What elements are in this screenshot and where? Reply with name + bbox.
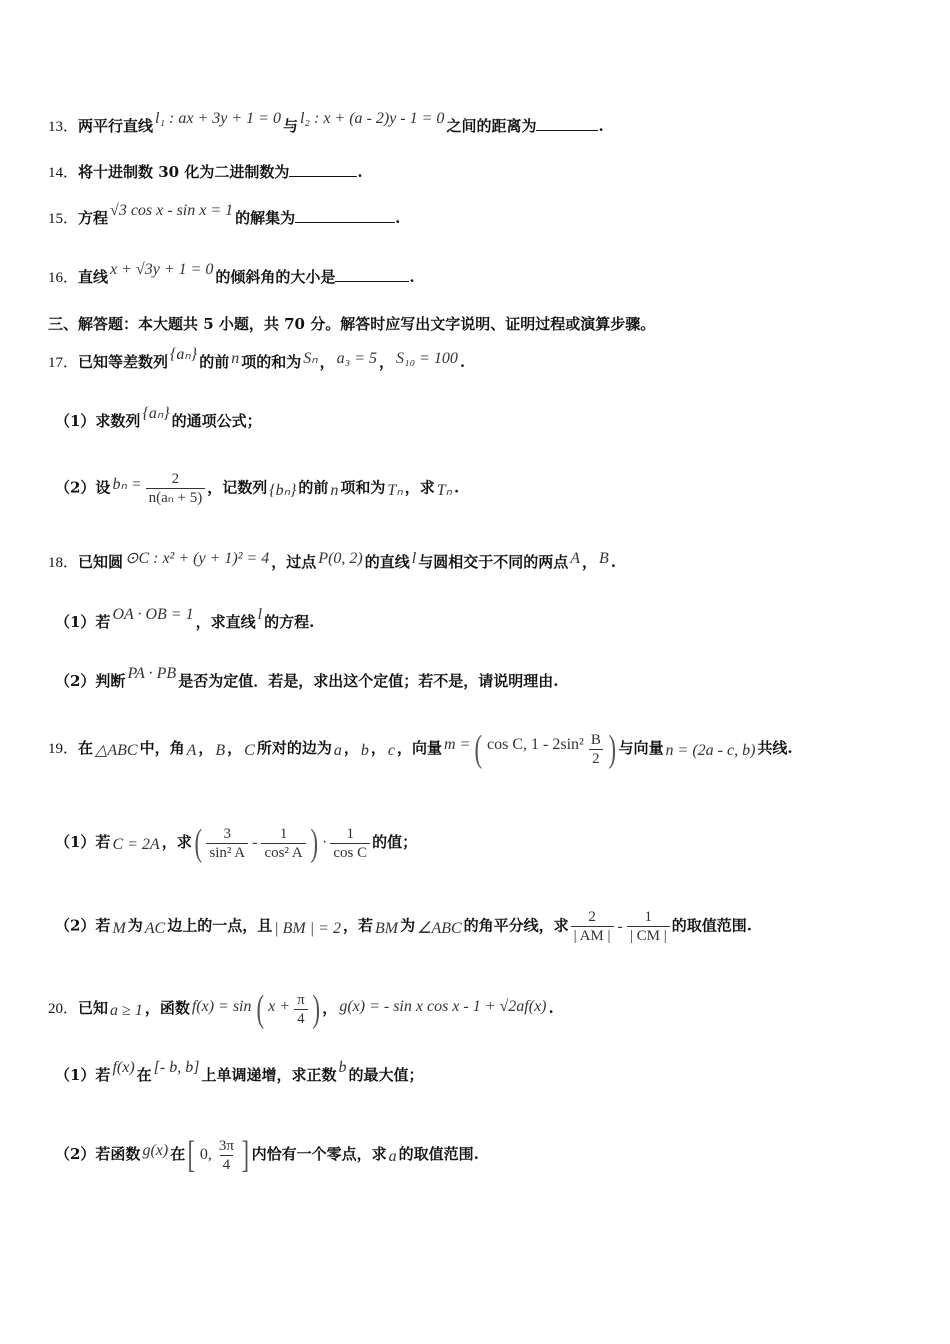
period: . xyxy=(598,117,604,135)
question-text: 的前 xyxy=(199,353,230,371)
question-number: 17． xyxy=(48,355,79,371)
fraction xyxy=(261,825,305,862)
math-line-l1: l₁ : ax + 3y + 1 = 0 xyxy=(155,110,281,127)
question-text: 共线. xyxy=(757,739,793,757)
math-vector-n: n = (2a - c, b) xyxy=(665,742,756,759)
math-angle-a: A xyxy=(186,742,197,759)
question-text: 在 xyxy=(78,739,94,757)
math-bn: bₙ = xyxy=(112,475,142,493)
part-label: （1）若 xyxy=(55,833,111,851)
left-paren: ( xyxy=(256,988,264,1030)
question-20-part-2 xyxy=(55,1136,479,1174)
question-text: 已知圆 xyxy=(78,553,124,571)
left-paren: ( xyxy=(474,728,483,770)
math-equation: x + √3y + 1 = 0 xyxy=(110,261,214,278)
question-text: 已知等差数列 xyxy=(78,353,169,371)
question-text: 的通项公式； xyxy=(171,412,262,430)
math-vector-m xyxy=(444,736,470,753)
equals: = xyxy=(459,736,471,753)
math-b: B xyxy=(599,550,609,567)
question-text: ，求 xyxy=(404,478,435,497)
fraction xyxy=(571,908,614,945)
question-text: 边上的一点，且 xyxy=(167,916,273,935)
fraction xyxy=(206,825,248,862)
question-text: 的直线 xyxy=(364,553,410,571)
numerator: 2 xyxy=(171,471,180,487)
question-text: 在 xyxy=(136,1066,152,1084)
question-15 xyxy=(48,202,401,229)
math-l: l xyxy=(257,606,263,623)
question-number: 15． xyxy=(48,211,79,227)
denominator: n(aₙ + 5) xyxy=(146,488,206,507)
dot: · xyxy=(322,834,327,851)
math-tn: Tₙ xyxy=(387,481,403,499)
math-tn: Tₙ xyxy=(436,481,452,499)
question-text: ，过点 xyxy=(271,553,317,571)
question-number: 18． xyxy=(48,555,79,571)
math-sn: Sₙ xyxy=(303,350,318,367)
right-paren: ) xyxy=(608,728,616,770)
period: . xyxy=(610,553,617,571)
comma: ， xyxy=(227,739,243,757)
numerator: 3π xyxy=(218,1137,234,1154)
question-18-part-2 xyxy=(55,665,559,692)
question-text: ，求直线 xyxy=(195,613,256,631)
question-text: 的角平分线，求 xyxy=(463,916,569,935)
numerator: π xyxy=(297,991,305,1008)
numerator: 2 xyxy=(588,909,596,925)
question-14 xyxy=(48,162,363,183)
question-text: 与 xyxy=(282,117,298,135)
math-point-p: P(0, 2) xyxy=(318,550,363,567)
question-13 xyxy=(48,110,604,137)
question-text: 的方程. xyxy=(264,613,315,631)
question-text: 的倾斜角的大小是 xyxy=(215,268,336,286)
numerator: 3 xyxy=(223,825,231,842)
question-number: 19． xyxy=(48,741,79,757)
math-side-a: a xyxy=(333,742,342,759)
question-number: 16． xyxy=(48,270,79,286)
denominator: cos C xyxy=(330,843,370,862)
math-b: b xyxy=(338,1059,347,1076)
question-number: 13． xyxy=(48,119,79,135)
math-n: n xyxy=(330,481,339,499)
math-s10: S₁₀ = 100 xyxy=(396,350,458,367)
comma: ， xyxy=(322,999,338,1017)
question-text: 的前 xyxy=(298,478,329,497)
math-side-c: c xyxy=(387,742,395,759)
math-l: l xyxy=(411,550,417,567)
minus: - xyxy=(252,834,258,851)
period: . xyxy=(548,999,554,1017)
fraction xyxy=(294,991,308,1028)
period: . xyxy=(357,163,363,181)
period: . xyxy=(454,478,460,497)
right-bracket: ] xyxy=(241,1134,250,1176)
part-label: （2）若函数 xyxy=(55,1145,141,1163)
question-text: 中，角 xyxy=(139,739,185,757)
question-text: 项和为 xyxy=(340,478,386,497)
answer-blank[interactable] xyxy=(289,162,357,177)
question-text: 与向量 xyxy=(618,739,664,757)
comma: ， xyxy=(582,553,598,571)
math-expression: PA · PB xyxy=(127,665,177,682)
question-text: 之间的距离为 xyxy=(446,117,537,135)
fraction xyxy=(330,825,370,862)
question-text: 的解集为 xyxy=(235,209,296,227)
question-text: 上单调递增，求正数 xyxy=(201,1066,337,1084)
question-text: 将十进制数 30 化为二进制数为 xyxy=(78,163,290,181)
math-side-b: b xyxy=(360,742,369,759)
section-heading: 三、解答题：本大题共 5 小题，共 70 分。解答时应写出文字说明、证明过程或演算步骤。 xyxy=(48,315,656,333)
question-text: 直线 xyxy=(78,268,109,286)
question-text: 已知 xyxy=(78,999,109,1017)
comma: ， xyxy=(370,739,386,757)
math-interval: [- b, b] xyxy=(153,1059,200,1076)
math-interval-start: 0, xyxy=(199,1146,212,1163)
right-paren: ) xyxy=(310,822,318,864)
question-text: 两平行直线 xyxy=(78,117,154,135)
question-text: 是否为定值．若是，求出这个定值；若不是，请说明理由. xyxy=(178,672,559,690)
math-bm: BM xyxy=(374,919,399,937)
question-text: 的值； xyxy=(372,833,418,851)
question-text: 与圆相交于不同的两点 xyxy=(418,553,569,571)
question-17 xyxy=(48,346,466,373)
fraction xyxy=(588,731,604,768)
math-bm-length: | BM | = 2 xyxy=(274,919,341,937)
question-16 xyxy=(48,261,415,288)
denominator: 4 xyxy=(220,1155,234,1174)
math-ac: AC xyxy=(144,919,166,937)
comma: ， xyxy=(343,739,359,757)
answer-blank[interactable] xyxy=(335,267,409,282)
math-cos-expression: cos C, 1 - 2sin² xyxy=(487,736,584,753)
math-triangle: △ABC xyxy=(95,742,138,759)
question-text: 为 xyxy=(400,916,416,935)
question-text: ，向量 xyxy=(397,739,443,757)
part-label: （2）设 xyxy=(55,478,111,497)
question-text: 所对的边为 xyxy=(256,739,332,757)
question-text: 在 xyxy=(170,1145,186,1163)
math-function-g: g(x) = - sin x cos x - 1 + √2af(x) xyxy=(339,998,547,1015)
math-sequence: {aₙ} xyxy=(170,346,198,363)
question-number: 14． xyxy=(48,165,79,181)
math-condition: a ≥ 1 xyxy=(110,1002,143,1019)
math-m: M xyxy=(112,919,126,937)
math-angle-abc: ∠ABC xyxy=(417,919,462,937)
question-text: 项的和为 xyxy=(241,353,302,371)
question-text: ，求 xyxy=(161,833,192,851)
question-18 xyxy=(48,552,616,573)
question-text: 的最大值； xyxy=(348,1066,424,1084)
question-text: ，若 xyxy=(342,916,373,935)
question-18-part-1 xyxy=(55,606,315,633)
question-text: 方程 xyxy=(78,209,109,227)
math-angle-b: B xyxy=(215,742,226,759)
part-label: （2）若 xyxy=(55,916,111,935)
denominator: sin² A xyxy=(206,843,248,862)
math-a3: a₃ = 5 xyxy=(336,350,377,367)
comma: ， xyxy=(378,353,394,371)
question-19 xyxy=(48,730,793,768)
answer-blank[interactable] xyxy=(295,208,395,223)
comma: ， xyxy=(198,739,214,757)
math-g: g(x) xyxy=(142,1142,169,1159)
comma: ， xyxy=(319,353,335,371)
math-sequence: {bₙ} xyxy=(269,481,297,499)
part-label: （1）求数列 xyxy=(55,412,141,430)
math-circle: ⊙C : x² + (y + 1)² = 4 xyxy=(125,550,270,567)
question-19-part-1 xyxy=(55,824,417,862)
math-condition: OA · OB = 1 xyxy=(112,606,194,623)
question-17-part-1 xyxy=(55,405,262,432)
math-sequence: {aₙ} xyxy=(142,405,170,422)
math-f: f(x) xyxy=(112,1059,135,1076)
period: . xyxy=(459,353,466,371)
numerator: 1 xyxy=(279,825,288,842)
fraction xyxy=(146,470,206,507)
question-20-part-1 xyxy=(55,1059,424,1086)
numerator: 1 xyxy=(346,825,354,842)
minus: - xyxy=(617,917,623,935)
denominator: 2 xyxy=(589,749,603,768)
fraction xyxy=(216,1137,237,1174)
math-function-f: f(x) = sin xyxy=(191,998,252,1015)
denominator: 4 xyxy=(294,1009,308,1028)
numerator: 1 xyxy=(644,909,653,925)
question-text: 内恰有一个零点，求 xyxy=(251,1145,387,1163)
part-label: （1）若 xyxy=(55,1066,111,1084)
left-paren: ( xyxy=(194,822,202,864)
answer-blank[interactable] xyxy=(536,116,598,131)
denominator: cos² A xyxy=(261,843,305,862)
math-n: n xyxy=(231,350,240,367)
part-label: （2）判断 xyxy=(55,672,126,690)
denominator: | CM | xyxy=(627,926,670,945)
question-number: 20． xyxy=(48,1001,79,1017)
part-label: （1）若 xyxy=(55,613,111,631)
math-a: A xyxy=(570,550,580,567)
question-20 xyxy=(48,990,554,1028)
left-bracket: [ xyxy=(187,1134,196,1176)
math-argument: x + xyxy=(268,998,291,1015)
math-line-l2: l₂ : x + (a - 2)y - 1 = 0 xyxy=(299,110,445,127)
vector-m: m xyxy=(444,736,456,753)
question-text: ，函数 xyxy=(144,999,190,1017)
numerator: B xyxy=(590,731,601,748)
period: . xyxy=(395,209,401,227)
question-text: ，记数列 xyxy=(207,478,268,497)
question-17-part-2 xyxy=(55,470,459,507)
math-condition: C = 2A xyxy=(112,836,160,853)
period: . xyxy=(409,268,415,286)
math-a: a xyxy=(388,1148,397,1165)
question-text: 的取值范围. xyxy=(671,916,752,935)
question-text: 的取值范围. xyxy=(398,1145,479,1163)
fraction xyxy=(627,908,670,945)
math-angle-c: C xyxy=(244,742,255,759)
question-text: 为 xyxy=(127,916,143,935)
right-paren: ) xyxy=(312,988,320,1030)
math-equation: √3 cos x - sin x = 1 xyxy=(110,202,234,219)
denominator: | AM | xyxy=(571,926,614,945)
question-19-part-2 xyxy=(55,908,752,945)
